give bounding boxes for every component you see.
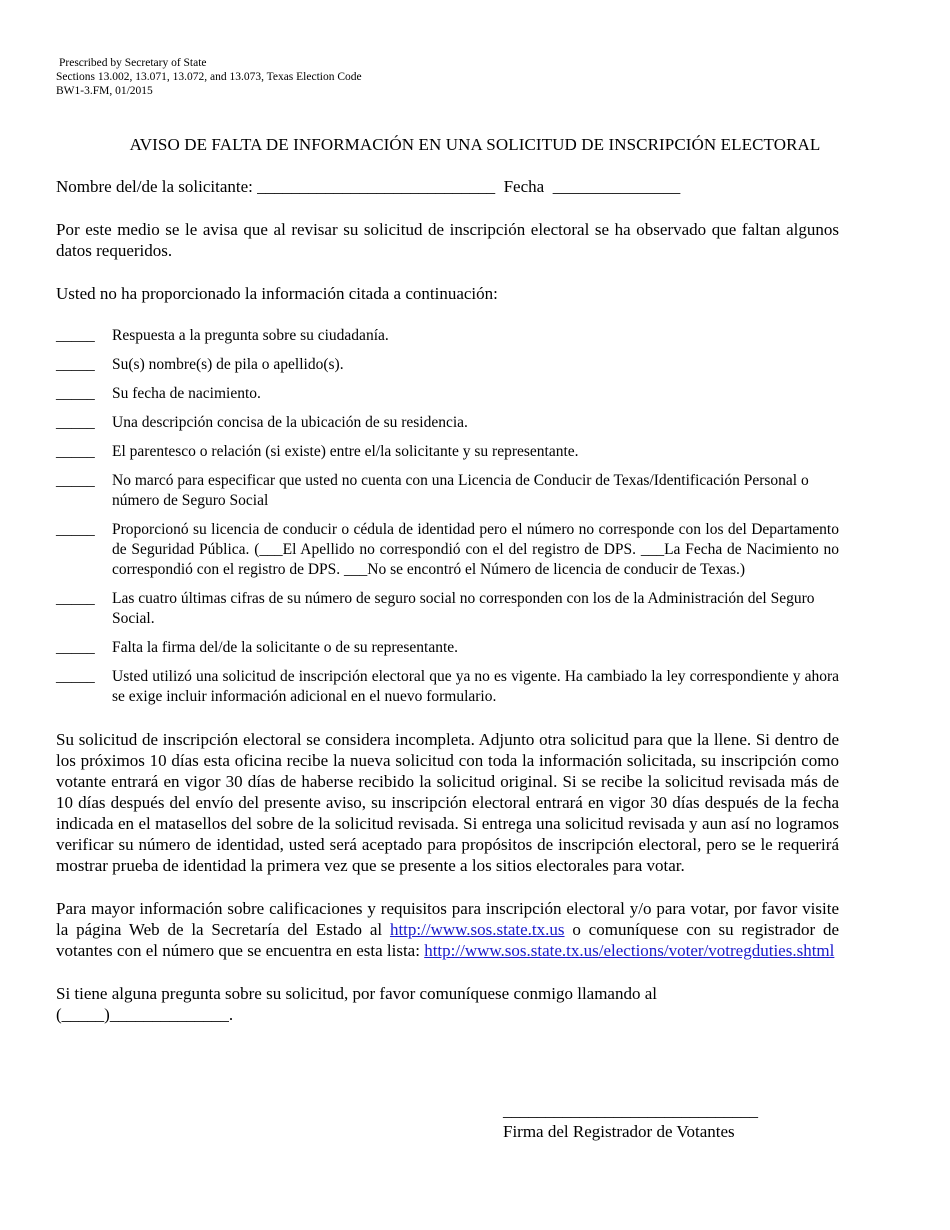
- applicant-name-date-line: Nombre del/de la solicitante: ____________________________ Fecha _______________: [56, 177, 681, 196]
- contact-text: Si tiene alguna pregunta sobre su solicitud, por favor comuníquese conmigo llamando al: [56, 984, 657, 1003]
- checklist-item: [56, 638, 839, 658]
- lead-paragraph: Usted no ha proporcionado la información citada a continuación:: [56, 284, 498, 303]
- contact-paragraph: [56, 983, 839, 1025]
- more-info-text: Para mayor información sobre calificaciones y requisitos para inscripción electoral y/o para votar, por favor visite la página Web de la Secretaría del Estado al: [56, 899, 839, 939]
- checklist-item: [56, 413, 839, 433]
- checklist-blank: _____: [56, 443, 95, 460]
- signature-label: Firma del Registrador de Votantes: [503, 1122, 735, 1141]
- sos-website-link[interactable]: http://www.sos.state.tx.us: [389, 920, 565, 939]
- checklist-blank: _____: [56, 356, 95, 373]
- checklist-text: Respuesta a la pregunta sobre su ciudadanía.: [112, 327, 389, 344]
- checklist-blank: _____: [56, 521, 95, 538]
- checklist-text: Las cuatro últimas cifras de su número de seguro social no corresponden con los de la Administración del Seguro Social.: [112, 590, 815, 627]
- checklist-blank: _____: [56, 414, 95, 431]
- document-title: AVISO DE FALTA DE INFORMACIÓN EN UNA SOLICITUD DE INSCRIPCIÓN ELECTORAL: [129, 135, 821, 154]
- checklist-blank: _____: [56, 668, 95, 685]
- document-body: [56, 176, 839, 1025]
- checklist-item: [56, 667, 839, 707]
- checklist-blank: _____: [56, 590, 95, 607]
- checklist-text: Una descripción concisa de la ubicación de su residencia.: [112, 414, 468, 431]
- checklist-text: Proporcionó su licencia de conducir o cédula de identidad pero el número no corresponde con los del Departamento de Seguridad Pública. (___El Apellido no correspondió con el del registro de DPS. ___La Fecha de Nacimiento no correspondió con el registro de DPS. ___No se encontró el Número de licencia de conducir de Texas.): [112, 521, 839, 578]
- checklist-blank: _____: [56, 472, 95, 489]
- checklist-blank: _____: [56, 385, 95, 402]
- incomplete-notice-paragraph: Su solicitud de inscripción electoral se considera incompleta. Adjunto otra solicitud para que la llene. Si dentro de los próximos 10 días esta oficina recibe la nueva solicitud con toda la información solicitada, su inscripción como votante entrará en vigor 30 días de haberse recibido la solicitud original. Si se recibe la solicitud revisada más de 10 días después del envío del presente aviso, su inscripción electoral entrará en vigor 30 días después de la fecha indicada en el matasellos del sobre de la solicitud revisada. Si entrega una solicitud revisada y aun así no logramos verificar su número de identidad, usted será aceptado para propósitos de inscripción electoral, pero se le requerirá mostrar prueba de identidad la primera vez que se presente a los sitios electorales para votar.: [56, 730, 839, 875]
- checklist-blank: _____: [56, 639, 95, 656]
- more-info-text-2: o comuníquese con su registrador de votantes con el número que se encuentra en esta lista:: [56, 920, 839, 960]
- checklist-item: [56, 589, 839, 629]
- sections-line: Sections 13.002, 13.071, 13.072, and 13.073, Texas Election Code: [56, 71, 362, 83]
- checklist-item: [56, 442, 839, 462]
- checklist-item: [56, 355, 839, 375]
- form-id: BW1-3.FM, 01/2015: [56, 85, 153, 97]
- voter-registrar-list-link[interactable]: http://www.sos.state.tx.us/elections/voter/votregduties.shtml: [424, 941, 835, 960]
- checklist-blank: _____: [56, 327, 95, 344]
- more-info-paragraph: [56, 898, 839, 961]
- signature-block: [503, 1100, 758, 1142]
- phone-blank: (_____)______________.: [56, 1005, 234, 1024]
- signature-line: ______________________________: [503, 1101, 758, 1120]
- checklist-text: Su(s) nombre(s) de pila o apellido(s).: [112, 356, 344, 373]
- prescribed-line: Prescribed by Secretary of State: [59, 57, 207, 69]
- checklist-item: [56, 471, 839, 511]
- checklist-text: El parentesco o relación (si existe) entre el/la solicitante y su representante.: [112, 443, 579, 460]
- missing-info-checklist: [56, 326, 839, 707]
- checklist-item: [56, 384, 839, 404]
- checklist-text: Falta la firma del/de la solicitante o de su representante.: [112, 639, 459, 656]
- checklist-item: [56, 326, 839, 346]
- checklist-text: No marcó para especificar que usted no cuenta con una Licencia de Conducir de Texas/Identificación Personal o número de Seguro Social: [112, 472, 809, 509]
- checklist-item: [56, 520, 839, 580]
- checklist-text: Su fecha de nacimiento.: [112, 385, 261, 402]
- checklist-text: Usted utilizó una solicitud de inscripción electoral que ya no es vigente. Ha cambiado la ley correspondiente y ahora se exige incluir información adicional en el nuevo formulario.: [112, 668, 839, 705]
- form-header: [56, 56, 362, 98]
- intro-paragraph: Por este medio se le avisa que al revisar su solicitud de inscripción electoral se ha observado que faltan algunos datos requeridos.: [56, 220, 839, 260]
